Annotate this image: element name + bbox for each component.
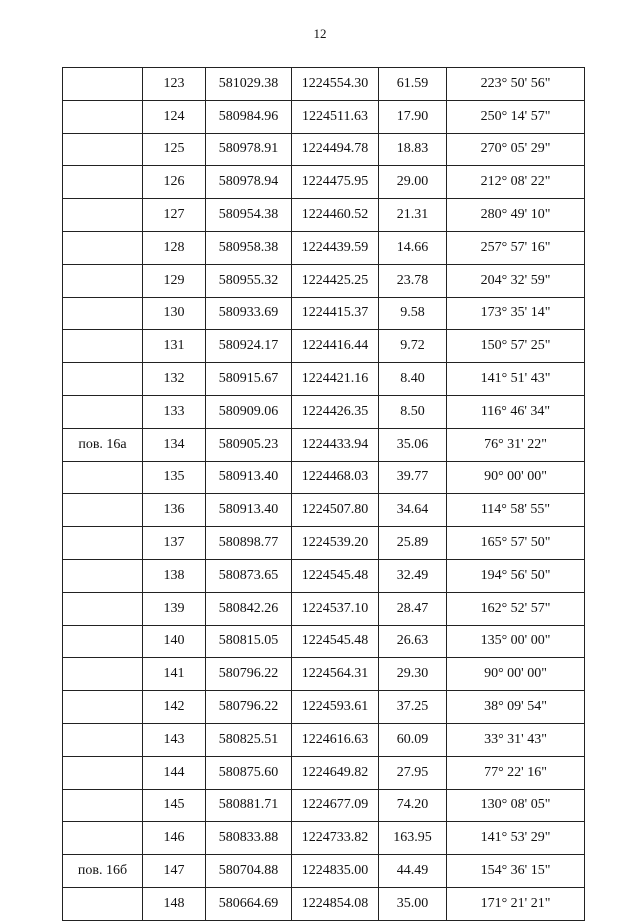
y-coordinate-cell: 1224494.78 [292,133,379,166]
y-coordinate-cell: 1224545.48 [292,625,379,658]
point-number-cell: 123 [143,68,206,101]
segment-length-cell: 44.49 [379,855,447,888]
table-row [63,297,585,330]
segment-length-cell: 32.49 [379,559,447,592]
point-number-cell: 136 [143,494,206,527]
turn-label-cell [63,822,143,855]
x-coordinate-cell: 580873.65 [206,559,292,592]
x-coordinate-cell: 580913.40 [206,494,292,527]
y-coordinate-cell: 1224554.30 [292,68,379,101]
table-row [63,625,585,658]
point-number-cell: 144 [143,756,206,789]
x-coordinate-cell: 580909.06 [206,395,292,428]
direction-angle-cell: 130° 08' 05" [447,789,585,822]
segment-length-cell: 23.78 [379,264,447,297]
table-row [63,592,585,625]
x-coordinate-cell: 580984.96 [206,100,292,133]
segment-length-cell: 29.00 [379,166,447,199]
turn-label-cell [63,887,143,920]
table-row [63,461,585,494]
x-coordinate-cell: 580881.71 [206,789,292,822]
page-number: 12 [313,26,327,41]
y-coordinate-cell: 1224439.59 [292,231,379,264]
table-row [63,756,585,789]
direction-angle-cell: 154° 36' 15" [447,855,585,888]
table-row [63,691,585,724]
y-coordinate-cell: 1224511.63 [292,100,379,133]
turn-label-cell [63,100,143,133]
segment-length-cell: 27.95 [379,756,447,789]
turn-label-cell [63,559,143,592]
turn-label-cell [63,592,143,625]
y-coordinate-cell: 1224416.44 [292,330,379,363]
table-row [63,658,585,691]
turn-label-cell [63,789,143,822]
y-coordinate-cell: 1224564.31 [292,658,379,691]
point-number-cell: 138 [143,559,206,592]
segment-length-cell: 61.59 [379,68,447,101]
x-coordinate-cell: 580704.88 [206,855,292,888]
segment-length-cell: 14.66 [379,231,447,264]
coordinates-table-body [63,68,585,921]
segment-length-cell: 35.06 [379,428,447,461]
direction-angle-cell: 212° 08' 22" [447,166,585,199]
table-row [63,363,585,396]
point-number-cell: 129 [143,264,206,297]
segment-length-cell: 9.72 [379,330,447,363]
turn-label-cell [63,363,143,396]
direction-angle-cell: 90° 00' 00" [447,461,585,494]
point-number-cell: 126 [143,166,206,199]
point-number-cell: 140 [143,625,206,658]
table-row [63,395,585,428]
direction-angle-cell: 257° 57' 16" [447,231,585,264]
point-number-cell: 133 [143,395,206,428]
direction-angle-cell: 38° 09' 54" [447,691,585,724]
x-coordinate-cell: 580915.67 [206,363,292,396]
y-coordinate-cell: 1224433.94 [292,428,379,461]
point-number-cell: 131 [143,330,206,363]
point-number-cell: 142 [143,691,206,724]
point-number-cell: 135 [143,461,206,494]
segment-length-cell: 29.30 [379,658,447,691]
segment-length-cell: 34.64 [379,494,447,527]
segment-length-cell: 39.77 [379,461,447,494]
turn-label-cell [63,691,143,724]
y-coordinate-cell: 1224649.82 [292,756,379,789]
x-coordinate-cell: 580905.23 [206,428,292,461]
direction-angle-cell: 141° 51' 43" [447,363,585,396]
segment-length-cell: 25.89 [379,527,447,560]
direction-angle-cell: 135° 00' 00" [447,625,585,658]
turn-label-cell [63,461,143,494]
point-number-cell: 132 [143,363,206,396]
segment-length-cell: 21.31 [379,199,447,232]
direction-angle-cell: 165° 57' 50" [447,527,585,560]
direction-angle-cell: 194° 56' 50" [447,559,585,592]
direction-angle-cell: 150° 57' 25" [447,330,585,363]
y-coordinate-cell: 1224425.25 [292,264,379,297]
direction-angle-cell: 270° 05' 29" [447,133,585,166]
y-coordinate-cell: 1224616.63 [292,723,379,756]
segment-length-cell: 60.09 [379,723,447,756]
segment-length-cell: 9.58 [379,297,447,330]
turn-label-cell [63,756,143,789]
y-coordinate-cell: 1224733.82 [292,822,379,855]
y-coordinate-cell: 1224426.35 [292,395,379,428]
y-coordinate-cell: 1224835.00 [292,855,379,888]
point-number-cell: 148 [143,887,206,920]
table-row [63,887,585,920]
direction-angle-cell: 76° 31' 22" [447,428,585,461]
y-coordinate-cell: 1224507.80 [292,494,379,527]
point-number-cell: 128 [143,231,206,264]
table-row [63,723,585,756]
turn-label-cell: пов. 16а [63,428,143,461]
x-coordinate-cell: 580924.17 [206,330,292,363]
point-number-cell: 139 [143,592,206,625]
x-coordinate-cell: 580825.51 [206,723,292,756]
table-row [63,822,585,855]
y-coordinate-cell: 1224537.10 [292,592,379,625]
table-row [63,527,585,560]
direction-angle-cell: 162° 52' 57" [447,592,585,625]
direction-angle-cell: 116° 46' 34" [447,395,585,428]
segment-length-cell: 8.50 [379,395,447,428]
x-coordinate-cell: 580842.26 [206,592,292,625]
direction-angle-cell: 223° 50' 56" [447,68,585,101]
y-coordinate-cell: 1224545.48 [292,559,379,592]
turn-label-cell [63,330,143,363]
x-coordinate-cell: 580978.91 [206,133,292,166]
turn-label-cell [63,494,143,527]
segment-length-cell: 28.47 [379,592,447,625]
table-row [63,166,585,199]
segment-length-cell: 35.00 [379,887,447,920]
direction-angle-cell: 114° 58' 55" [447,494,585,527]
table-row [63,231,585,264]
y-coordinate-cell: 1224468.03 [292,461,379,494]
direction-angle-cell: 141° 53' 29" [447,822,585,855]
turn-label-cell [63,68,143,101]
direction-angle-cell: 280° 49' 10" [447,199,585,232]
point-number-cell: 145 [143,789,206,822]
y-coordinate-cell: 1224475.95 [292,166,379,199]
point-number-cell: 125 [143,133,206,166]
y-coordinate-cell: 1224854.08 [292,887,379,920]
x-coordinate-cell: 580978.94 [206,166,292,199]
x-coordinate-cell: 580954.38 [206,199,292,232]
direction-angle-cell: 204° 32' 59" [447,264,585,297]
point-number-cell: 147 [143,855,206,888]
segment-length-cell: 163.95 [379,822,447,855]
table-row [63,428,585,461]
segment-length-cell: 37.25 [379,691,447,724]
turn-label-cell [63,133,143,166]
table-row [63,494,585,527]
turn-label-cell [63,658,143,691]
table-row [63,264,585,297]
x-coordinate-cell: 580958.38 [206,231,292,264]
direction-angle-cell: 171° 21' 21" [447,887,585,920]
table-row [63,789,585,822]
x-coordinate-cell: 580875.60 [206,756,292,789]
segment-length-cell: 8.40 [379,363,447,396]
turn-label-cell [63,395,143,428]
direction-angle-cell: 77° 22' 16" [447,756,585,789]
turn-label-cell [63,625,143,658]
direction-angle-cell: 173° 35' 14" [447,297,585,330]
direction-angle-cell: 250° 14' 57" [447,100,585,133]
turn-label-cell [63,166,143,199]
point-number-cell: 146 [143,822,206,855]
turn-label-cell [63,231,143,264]
y-coordinate-cell: 1224593.61 [292,691,379,724]
turn-label-cell [63,199,143,232]
x-coordinate-cell: 580796.22 [206,658,292,691]
x-coordinate-cell: 580796.22 [206,691,292,724]
x-coordinate-cell: 580664.69 [206,887,292,920]
x-coordinate-cell: 580955.32 [206,264,292,297]
y-coordinate-cell: 1224415.37 [292,297,379,330]
x-coordinate-cell: 580833.88 [206,822,292,855]
point-number-cell: 130 [143,297,206,330]
x-coordinate-cell: 580933.69 [206,297,292,330]
x-coordinate-cell: 580815.05 [206,625,292,658]
table-row [63,68,585,101]
coordinates-table [62,67,585,921]
turn-label-cell [63,527,143,560]
point-number-cell: 141 [143,658,206,691]
x-coordinate-cell: 581029.38 [206,68,292,101]
segment-length-cell: 26.63 [379,625,447,658]
point-number-cell: 143 [143,723,206,756]
y-coordinate-cell: 1224421.16 [292,363,379,396]
table-row [63,199,585,232]
y-coordinate-cell: 1224539.20 [292,527,379,560]
segment-length-cell: 18.83 [379,133,447,166]
x-coordinate-cell: 580913.40 [206,461,292,494]
y-coordinate-cell: 1224677.09 [292,789,379,822]
point-number-cell: 127 [143,199,206,232]
table-row [63,330,585,363]
table-row [63,100,585,133]
turn-label-cell: пов. 16б [63,855,143,888]
turn-label-cell [63,264,143,297]
point-number-cell: 134 [143,428,206,461]
table-row [63,133,585,166]
table-row [63,559,585,592]
segment-length-cell: 17.90 [379,100,447,133]
point-number-cell: 137 [143,527,206,560]
direction-angle-cell: 33° 31' 43" [447,723,585,756]
direction-angle-cell: 90° 00' 00" [447,658,585,691]
y-coordinate-cell: 1224460.52 [292,199,379,232]
point-number-cell: 124 [143,100,206,133]
turn-label-cell [63,723,143,756]
segment-length-cell: 74.20 [379,789,447,822]
table-row [63,855,585,888]
x-coordinate-cell: 580898.77 [206,527,292,560]
turn-label-cell [63,297,143,330]
